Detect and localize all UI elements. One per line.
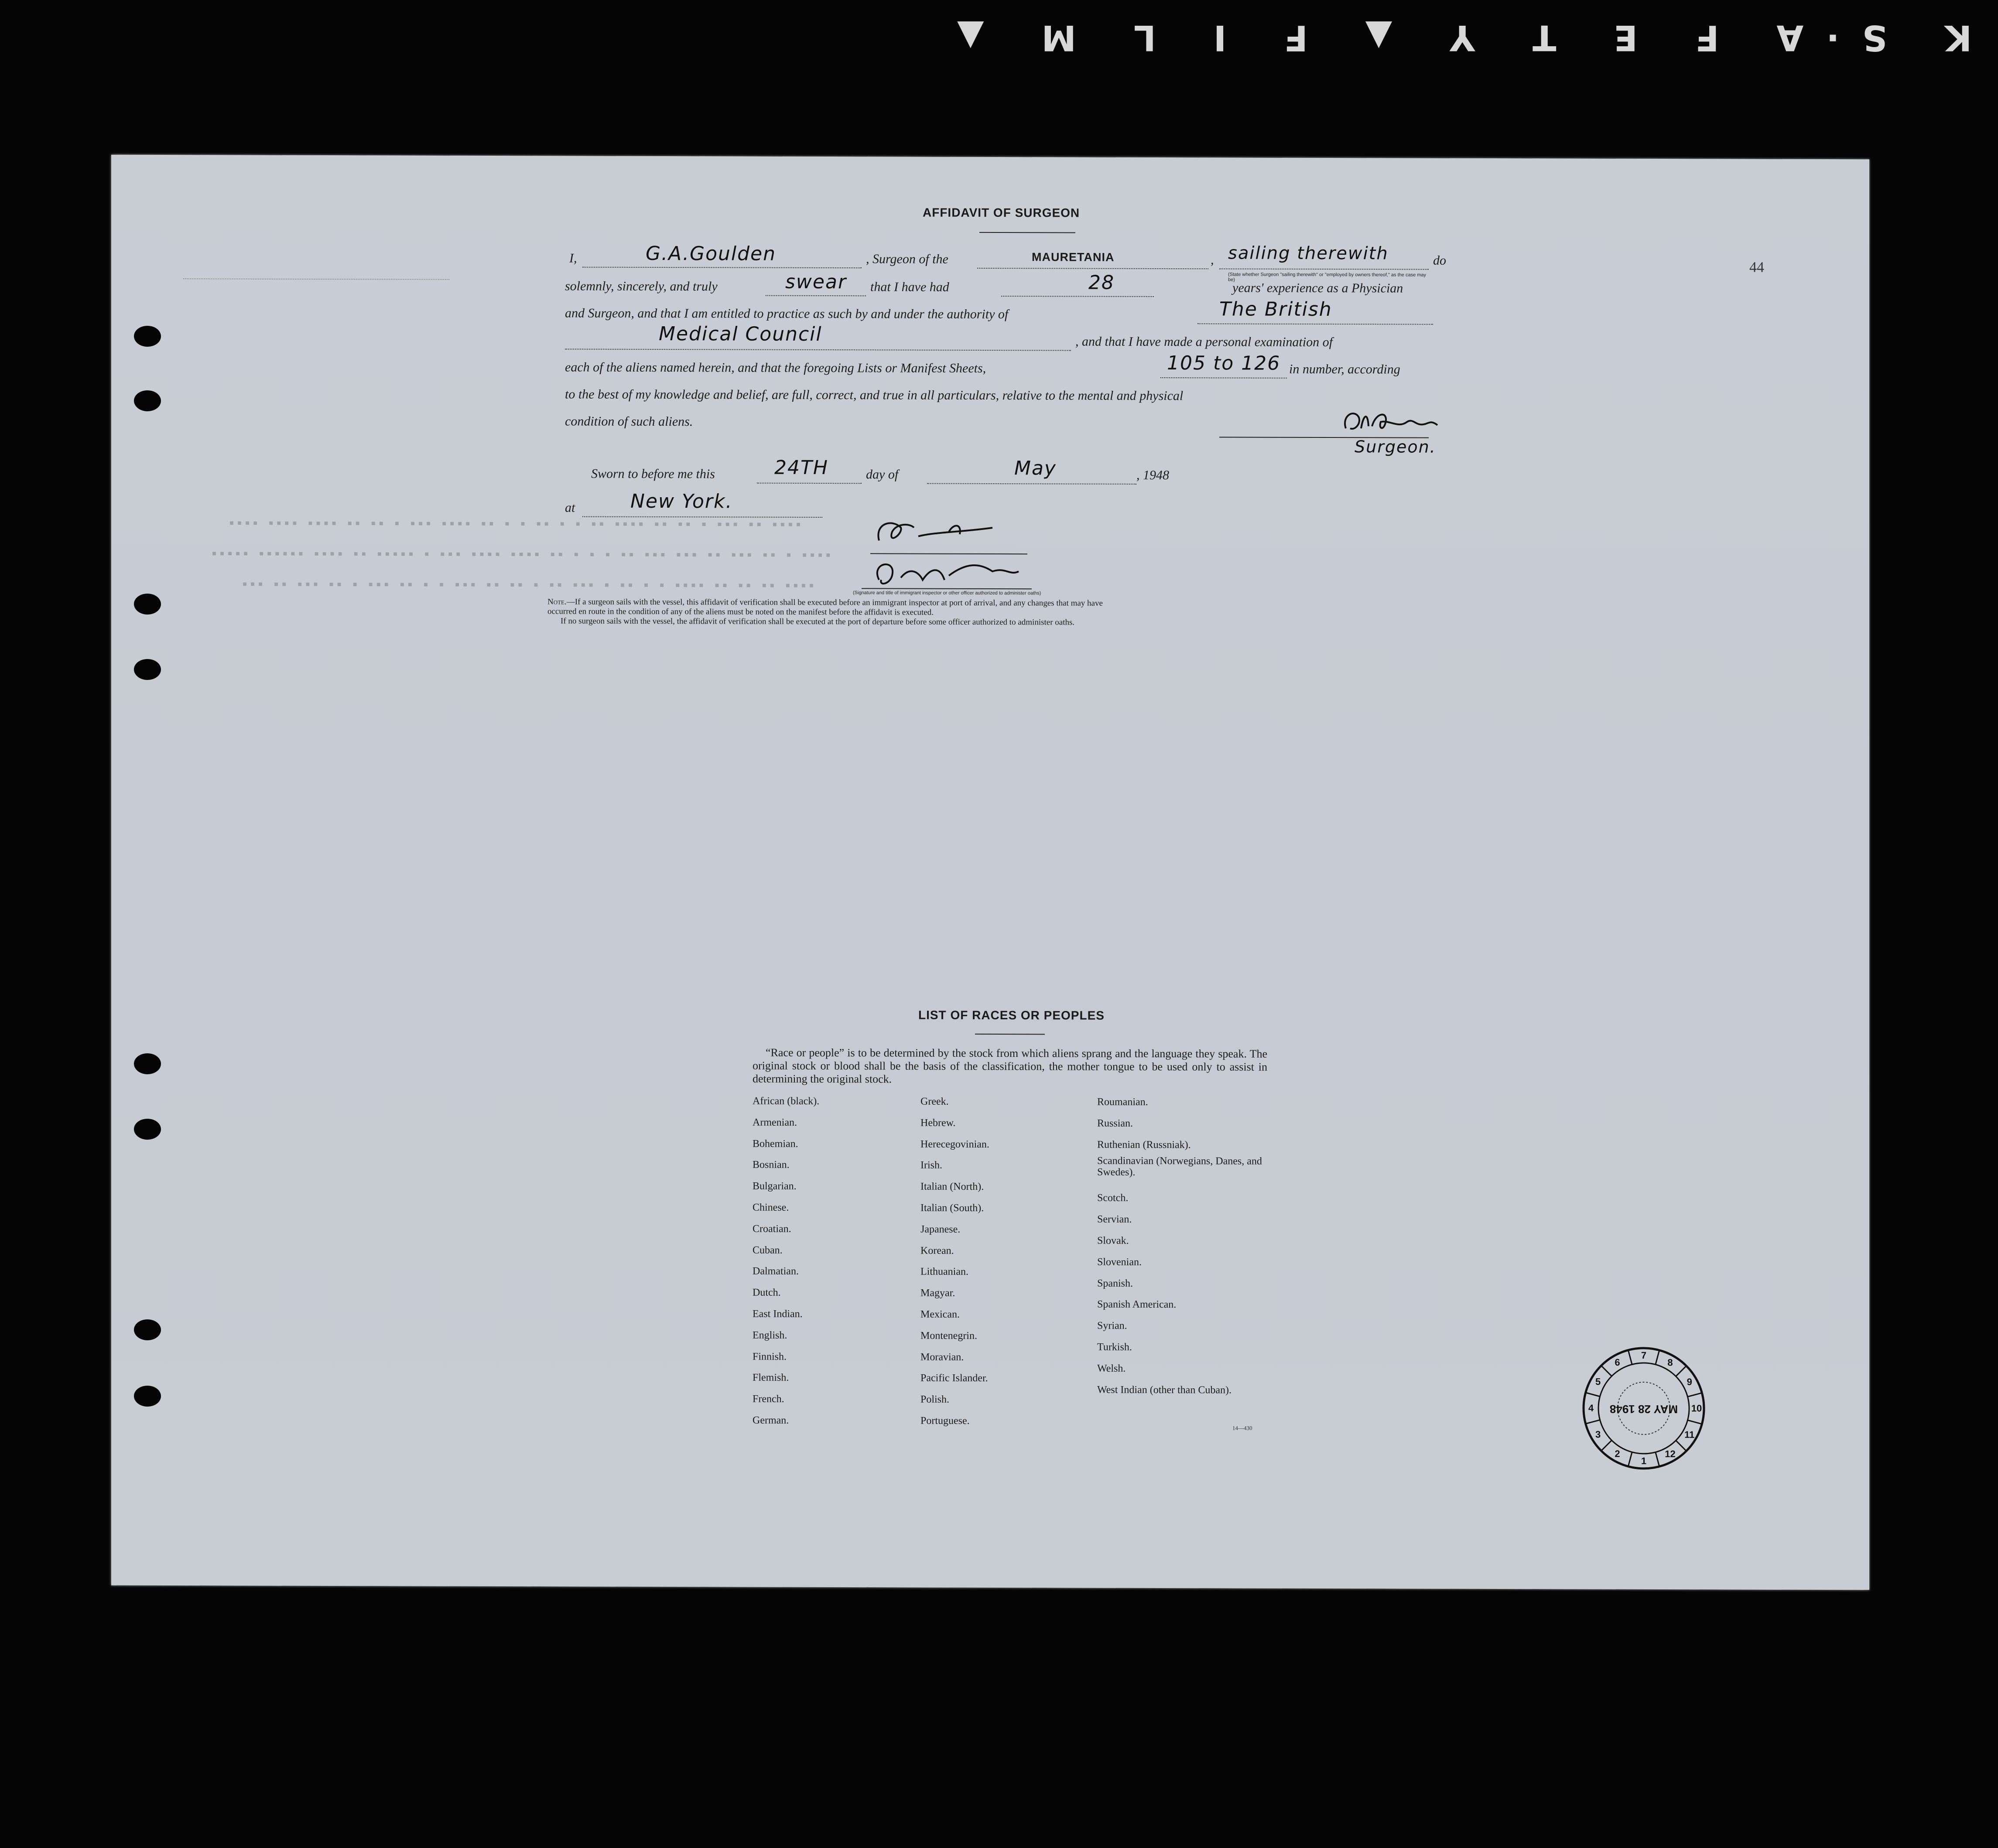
surgeon-signature (1337, 406, 1451, 440)
race-item: Croatian. (753, 1223, 791, 1235)
stamp-divider (1628, 1350, 1632, 1365)
race-item: Russian. (1097, 1117, 1133, 1129)
signature-label: Surgeon. (1355, 437, 1436, 457)
stamp-divider (1656, 1350, 1659, 1365)
race-item: Finnish. (753, 1351, 787, 1363)
sworn-place: New York. (630, 490, 733, 513)
race-item: German. (753, 1414, 789, 1426)
race-item: Spanish American. (1097, 1299, 1177, 1311)
race-item: Servian. (1097, 1213, 1132, 1226)
race-item: Magyar. (920, 1287, 955, 1299)
affidavit-note: Note.—If a surgeon sails with the vessel, this affidavit of verification shall be executed before an immigrant inspector at port of arrival, and any changes that may have occurred en route in the condition of any of the aliens must be noted on the manifest before the affidavit is executed. If no surgeon sails with the vessel, the affidavit of verification shall be executed at the port of departure before some officer authorized to administer oaths. (547, 597, 1103, 627)
races-column-2 (920, 1091, 989, 1432)
title-underline (979, 232, 1075, 233)
race-item: Chinese. (753, 1202, 789, 1213)
line5-suffix: in number, according (1289, 362, 1400, 377)
field-line (1197, 323, 1433, 325)
line4-suffix: , and that I have made a personal examination of (1075, 334, 1333, 350)
line6: to the best of my knowledge and belief, are full, correct, and true in all particulars, relative to the mental and physical (565, 387, 1184, 403)
race-item: Lithuanian. (920, 1266, 968, 1278)
stamp-divider (1601, 1440, 1611, 1451)
field-line (757, 483, 862, 484)
stamp-divider (1628, 1452, 1632, 1466)
race-item: Japanese. (920, 1223, 961, 1235)
race-item: Turkish. (1097, 1341, 1132, 1353)
stamp-number: 2 (1615, 1448, 1620, 1459)
sailing-status: sailing therewith (1228, 243, 1389, 264)
race-item: Hebrew. (920, 1117, 956, 1129)
line1-mid: , Surgeon of the (866, 252, 948, 266)
line5-prefix: each of the aliens named herein, and that the foregoing Lists or Manifest Sheets, (565, 360, 986, 376)
field-line (582, 267, 862, 269)
race-item: Moravian. (920, 1351, 964, 1363)
race-item: French. (753, 1393, 784, 1405)
punch-hole (134, 1119, 161, 1140)
line2-suffix: years' experience as a Physician (1232, 280, 1403, 296)
stamp-divider (1586, 1420, 1600, 1424)
authority-part2: Medical Council (659, 323, 822, 345)
sheets-range: 105 to 126 (1167, 352, 1281, 375)
race-item: Greek. (920, 1096, 949, 1107)
field-line (766, 295, 866, 297)
race-item: West Indian (other than Cuban). (1097, 1384, 1232, 1396)
sworn-year: , 1948 (1136, 468, 1169, 483)
races-column-3 (1097, 1092, 1267, 1401)
race-item: Ruthenian (Russniak). (1097, 1139, 1191, 1151)
field-line (565, 348, 1071, 351)
races-column-1 (753, 1091, 819, 1431)
race-item: Bohemian. (753, 1138, 798, 1150)
sailing-suffix: do (1433, 253, 1446, 268)
manifest-page: 44 ▪▪▪▪ ▪▪▪▪ ▪▪▪▪ ▪▪ ▪▪ ▪ ▪▪▪ ▪▪▪▪ ▪▪ ▪ ▪ ▪▪ ▪ ▪ ▪▪ ▪▪▪▪ ▪▪ ▪▪ ▪ ▪▪▪ ▪▪ ▪▪▪▪ ▪▪▪▪▪ ▪▪▪▪▪▪ ▪▪▪▪ ▪▪ ▪▪▪▪▪ ▪ ▪▪▪ ▪▪▪▪ ▪▪▪▪ ▪▪ ▪ ▪ ▪ ▪▪ ▪▪▪ ▪▪▪ ▪▪ ▪▪▪ ▪▪ ▪ ▪▪▪▪ ▪▪▪ ▪▪ ▪▪▪ ▪▪ ▪ ▪▪▪ ▪▪ ▪ ▪ ▪▪▪ ▪▪ ▪▪ ▪ ▪▪ ▪▪▪ ▪ ▪▪ ▪ ▪ ▪▪▪▪ ▪▪ ▪▪ ▪▪ ▪▪▪▪ AFFIDAVIT OF SURGEON I, G.A.Goulden , Surgeon of the MAURETANIA , sailing therewith do (State whether Surgeon "sailing therewith" or "employed by owners thereof," as the case may be) solemnly, sincerely, and truly swear that I have had 28 years' experience as a Physician and Surgeon, and that I am entitled to practice as such by and under the authority of The British Medical Council , and that I have made a personal examination of each of the aliens named herein, and that the foregoing Lists or Manifest Sheets, 105 to 126 in number, according to the best of my knowledge and belief, are full, correct, and true in all particulars, relative to the mental and physical condition of such aliens. Surgeon. Sworn to before me this 24TH day of May , 1948 at New York. (Signature and title of immigrant inspector or other officer authorized to administer oaths) Note.—If a surgeon sails with the vessel, this affidavit of verification shall be executed before an immigrant inspector at port of arrival, and any changes that may have occurred en route in the condition of any of the aliens must be noted on the manifest before the affidavit is executed. If no surgeon sails with the vessel, the affidavit of verification shall be executed at the port of departure before some officer authorized to administer oaths. LIST OF RACES OR PEOPLES “Race or people” is to be determined by the stock from which aliens sprang and the language they speak. The original stock or blood shall be the basis of the classification, the mother tongue to be used only to assist in determining the original stock. African (black). Armenian. Bohemian. Bosnian. Bulgarian. Chinese. Croatian. Cuban. Dalmatian. Dutch. East Indian. English. Finnish. Flemish. French. German. Greek. Hebrew. Herecegovinian. Irish. Italian (North). Italian (South). Japanese. Korean. Lithuanian. Magyar. Mexican. Montenegrin. Moravian. Pacific Islander. Polish. Portuguese. Roumanian. Russian. Ruthenian (Russniak). Scandinavian (Norwegians, Danes, and Swedes). Scotch. Servian. Slovak. Slovenian. Spanish. Spanish American. Syrian. Turkish. Welsh. West Indian (other than Cuban). 14—430 1 2 3 4 5 6 7 8 9 10 11 12 MAY 28 1948 (111, 155, 1869, 1590)
bleed-through-text: ▪▪▪ ▪▪ ▪▪▪ ▪▪ ▪ ▪▪▪ ▪▪ ▪ ▪ ▪▪▪ ▪▪ ▪▪ ▪ ▪▪ ▪▪▪ ▪ ▪▪ ▪ ▪ ▪▪▪▪ ▪▪ ▪▪ ▪▪ ▪▪▪▪ (242, 578, 817, 590)
bleed-through-text: ▪▪▪▪ ▪▪▪▪ ▪▪▪▪ ▪▪ ▪▪ ▪ ▪▪▪ ▪▪▪▪ ▪▪ ▪ ▪ ▪▪ ▪ ▪ ▪▪ ▪▪▪▪ ▪▪ ▪▪ ▪ ▪▪▪ ▪▪ ▪▪▪▪ (229, 517, 804, 529)
line3: and Surgeon, and that I am entitled to practice as such by and under the authority of (565, 306, 1009, 322)
affidavit-title: AFFIDAVIT OF SURGEON (923, 205, 1080, 220)
punch-hole (134, 326, 161, 347)
stamp-divider (1656, 1452, 1659, 1466)
field-line (977, 268, 1208, 269)
race-item: Herecegovinian. (920, 1138, 989, 1150)
races-list-intro: “Race or people” is to be determined by the stock from which aliens sprang and the language they speak. The original stock or blood shall be the basis of the classification, the mother tongue to be used only to assist in determining the original stock. (753, 1046, 1267, 1086)
line7: condition of such aliens. (565, 414, 693, 429)
form-number: 14—430 (1232, 1424, 1252, 1431)
line2-mid: that I have had (870, 280, 949, 294)
sworn-prefix: Sworn to before me this (591, 466, 715, 482)
race-item: Syrian. (1097, 1320, 1127, 1332)
state-note: (State whether Surgeon "sailing therewith" or "employed by owners thereof," as the case may be) (1228, 272, 1427, 283)
races-list-title: LIST OF RACES OR PEOPLES (918, 1008, 1105, 1022)
stamp-number: 1 (1641, 1455, 1647, 1466)
race-item: Cuban. (753, 1244, 783, 1256)
bleed-through-line (183, 278, 449, 280)
stamp-number: 11 (1684, 1429, 1695, 1440)
stamp-number: 10 (1691, 1403, 1702, 1414)
line1-prefix: I, (569, 251, 577, 266)
ship-name: MAURETANIA (1032, 250, 1115, 264)
stamp-number: 3 (1595, 1429, 1601, 1440)
years-experience: 28 (1088, 271, 1115, 294)
field-line (1001, 296, 1154, 297)
race-item: English. (753, 1329, 787, 1341)
race-item: Korean. (920, 1245, 954, 1257)
race-item: Montenegrin. (920, 1330, 977, 1342)
punch-hole (134, 1319, 161, 1340)
stamp-number: 9 (1687, 1376, 1692, 1387)
inspection-stamp (1581, 1345, 1707, 1472)
bleed-through-text: ▪▪▪▪▪ ▪▪▪▪▪▪ ▪▪▪▪ ▪▪ ▪▪▪▪▪ ▪ ▪▪▪ ▪▪▪▪ ▪▪▪▪ ▪▪ ▪ ▪ ▪ ▪▪ ▪▪▪ ▪▪▪ ▪▪ ▪▪▪ ▪▪ ▪ ▪▪▪▪ (212, 547, 834, 560)
list-title-underline (975, 1034, 1045, 1035)
race-item: Scotch. (1097, 1192, 1129, 1204)
line2-prefix: solemnly, sincerely, and truly (565, 279, 718, 294)
officer-caption: (Signature and title of immigrant inspector or other officer authorized to administer oaths) (853, 590, 1041, 596)
race-item: Mexican. (920, 1308, 960, 1320)
punch-hole (134, 390, 161, 411)
sworn-day-of: day of (866, 467, 899, 482)
stamp-number: 6 (1615, 1356, 1620, 1368)
race-item: Flemish. (753, 1372, 789, 1384)
stamp-number: 5 (1595, 1376, 1601, 1387)
field-line (582, 516, 822, 518)
stamp-divider (1676, 1366, 1687, 1377)
punch-hole (134, 1386, 161, 1407)
punch-hole (134, 1053, 161, 1074)
race-item: Italian (North). (920, 1181, 984, 1193)
stamp-number: 7 (1641, 1349, 1647, 1361)
surgeon-name: G.A.Goulden (646, 242, 776, 265)
stamp-divider (1688, 1420, 1702, 1424)
film-edge-text: K S·A F E T Y ▲ F I L M ▲ (934, 17, 1972, 58)
at-label: at (565, 500, 575, 515)
sworn-month: May (1014, 457, 1057, 480)
punch-hole (134, 659, 161, 680)
race-item: Slovenian. (1097, 1256, 1142, 1268)
race-item: Polish. (920, 1394, 950, 1405)
stamp-number: 8 (1667, 1357, 1673, 1368)
race-item: Armenian. (753, 1117, 797, 1128)
stamp-number: 12 (1665, 1448, 1676, 1459)
race-item: Welsh. (1097, 1363, 1126, 1374)
race-item: Dutch. (753, 1287, 781, 1298)
stamp-divider (1676, 1441, 1687, 1451)
stamp-divider (1688, 1393, 1702, 1397)
race-item: Scandinavian (Norwegians, Danes, and Swedes). (1097, 1155, 1262, 1178)
race-item: Irish. (920, 1159, 942, 1172)
race-item: Bosnian. (753, 1159, 790, 1171)
race-item: Bulgarian. (753, 1180, 797, 1192)
race-item: Portuguese. (920, 1415, 970, 1427)
race-item: Spanish. (1097, 1278, 1133, 1289)
sworn-day: 24TH (774, 456, 828, 479)
stamp-divider (1586, 1393, 1600, 1397)
race-item: Roumanian. (1097, 1096, 1148, 1108)
stamp-divider (1601, 1366, 1611, 1376)
field-line (1160, 377, 1287, 379)
field-line (1219, 268, 1429, 270)
oath-word: swear (785, 270, 847, 294)
stamp-number: 4 (1588, 1402, 1594, 1414)
race-item: Italian (South). (920, 1202, 984, 1214)
race-item: Slovak. (1097, 1235, 1129, 1247)
race-item: African (black). (753, 1095, 820, 1107)
race-item: Pacific Islander. (920, 1372, 988, 1384)
race-item: Dalmatian. (753, 1265, 799, 1278)
field-line (927, 483, 1136, 485)
punch-hole (134, 594, 161, 615)
authority-part1: The British (1219, 298, 1332, 321)
race-item: East Indian. (753, 1308, 803, 1320)
sheet-number: 44 (1749, 259, 1764, 276)
stamp-date: MAY 28 1948 (1609, 1402, 1678, 1416)
